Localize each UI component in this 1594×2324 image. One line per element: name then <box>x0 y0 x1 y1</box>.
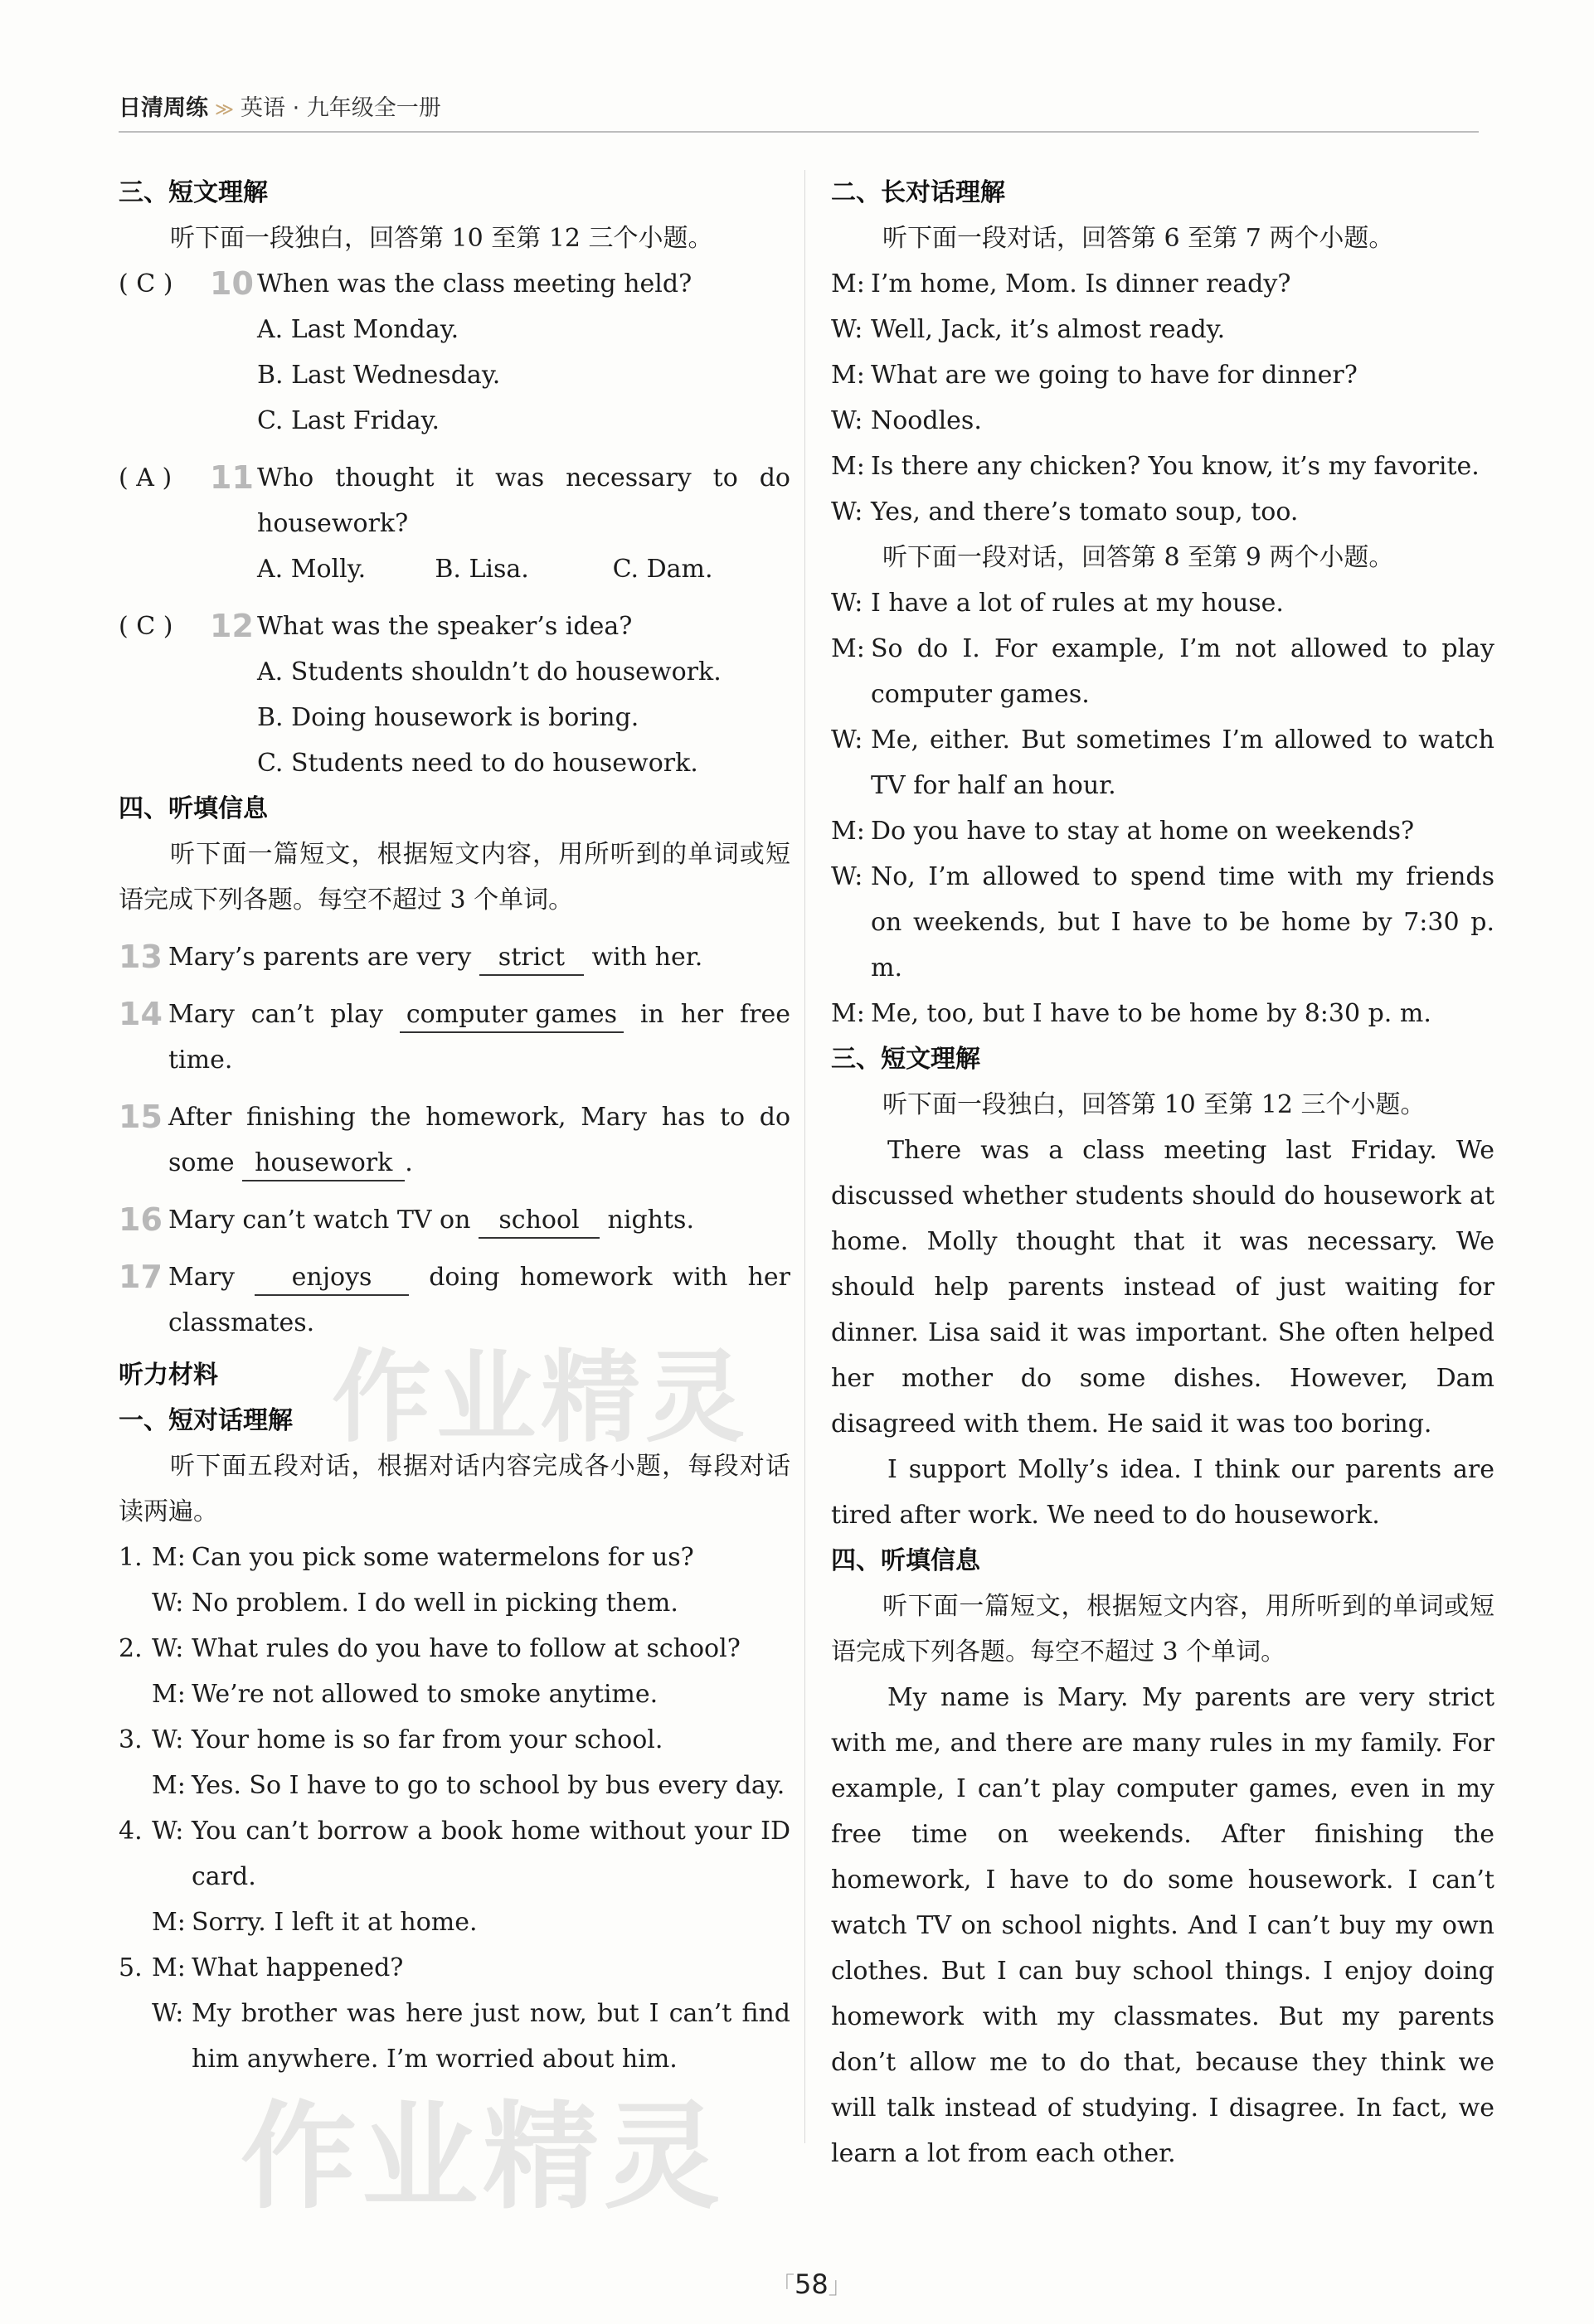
dialog-line: What happened? <box>192 1953 404 1982</box>
fill-question-14 <box>119 992 790 1083</box>
speaker: W: <box>831 862 863 891</box>
speaker: M: <box>152 1953 186 1982</box>
question-text: When was the class meeting held? <box>257 269 693 298</box>
option: A. Molly. <box>257 555 367 584</box>
section-instruction: 听下面一段对话，回答第 6 至第 7 两个小题。 <box>882 224 1394 253</box>
section-instruction: 听下面一段独白，回答第 10 至第 12 三个小题。 <box>882 1090 1426 1119</box>
speaker: W: <box>831 406 863 435</box>
column-divider <box>804 170 805 2143</box>
option: B. Last Wednesday. <box>257 361 501 390</box>
book-subtitle: 英语 · 九年级全一册 <box>241 95 441 121</box>
option: A. Last Monday. <box>257 315 459 344</box>
fill-text-after: . <box>405 1148 413 1177</box>
section-instruction: 听下面一段独白，回答第 10 至第 12 三个小题。 <box>170 224 713 253</box>
fill-question-16 <box>119 1197 790 1243</box>
dialog-line: Me, either. But sometimes I’m allowed to watch TV for half an hour. <box>871 725 1494 800</box>
dialog-line: I have a lot of rules at my house. <box>871 589 1284 618</box>
fill-answer: strict <box>479 941 584 976</box>
watermark: 作业精灵 <box>241 2090 726 2225</box>
speaker: M: <box>831 999 865 1028</box>
option: C. Students need to do housework. <box>257 749 698 778</box>
answer-mark: ( C ) <box>119 612 173 641</box>
long-dialog-2 <box>831 580 1494 1036</box>
speaker: W: <box>831 497 863 526</box>
fill-answer: computer games <box>400 998 624 1033</box>
monologue-paragraph: There was a class meeting last Friday. We discussed whether students should do housework at home. Molly thought that it was necessary. We should help parents instead of just waiting for dinner. Lisa said it was important. She often helped her mother do some dishes. However, Dam disagreed with them. He said it was too boring. <box>831 1136 1494 1439</box>
fill-question-13 <box>119 934 790 980</box>
long-dialog-1 <box>831 261 1494 535</box>
speaker: W: <box>152 1817 184 1846</box>
section-instruction: 听下面一段对话，回答第 8 至第 9 两个小题。 <box>882 543 1394 572</box>
passage-paragraph: My name is Mary. My parents are very strict with me, and there are many rules in my family. For example, I can’t play computer games, even in my free time on weekends. After finishing the homework, I have to do some housework. I can’t watch TV on school nights. And I can’t buy my own clothes. But I can buy school things. I enjoy doing homework with my classmates. But my parents don’t allow me to do that, because they think we will talk instead of studying. I disagree. In fact, we learn a lot from each other. <box>831 1683 1494 2168</box>
fill-text-before: Mary can’t play <box>168 1000 383 1029</box>
section-title: 三、短文理解 <box>119 178 268 207</box>
dialog-line: No, I’m allowed to spend time with my friends on weekends, but I have to be home by 7:30 p. m. <box>871 862 1494 982</box>
answer-mark: ( C ) <box>119 269 173 298</box>
question-number: 17 <box>119 1259 163 1295</box>
dialog-line: What are we going to have for dinner? <box>871 361 1358 390</box>
option: B. Lisa. <box>435 555 529 584</box>
question-number: 10 <box>210 265 254 302</box>
dialog-line: No problem. I do well in picking them. <box>192 1589 678 1618</box>
fill-text-after: in her free time. <box>168 1000 790 1075</box>
speaker: W: <box>831 589 863 618</box>
fill-answer: enjoys <box>255 1261 409 1296</box>
page-header <box>119 90 441 122</box>
fill-answer: housework <box>242 1147 405 1181</box>
page-number-value: 58 <box>795 2268 829 2300</box>
dialog-number: 3. <box>119 1725 143 1754</box>
fill-answer: school <box>479 1204 600 1239</box>
dialog-4 <box>119 1808 790 1945</box>
question-11 <box>119 455 790 592</box>
fill-text-after: doing homework with her classmates. <box>168 1263 790 1337</box>
page-bracket-open: 「 <box>771 2272 795 2299</box>
dialog-line: So do I. For example, I’m not allowed to play computer games. <box>871 634 1494 709</box>
dialog-line: Yes, and there’s tomato soup, too. <box>871 497 1299 526</box>
dialog-3 <box>119 1717 790 1808</box>
left-column <box>119 170 790 2082</box>
fill-text-before: Mary can’t watch TV on <box>168 1206 471 1235</box>
question-number: 15 <box>119 1099 163 1135</box>
dialog-line: You can’t borrow a book home without your ID card. <box>192 1817 790 1891</box>
watermark: 作业精灵 <box>332 1341 750 1456</box>
dialog-line: Well, Jack, it’s almost ready. <box>871 315 1226 344</box>
speaker: M: <box>152 1543 186 1572</box>
dialog-number: 4. <box>119 1817 143 1846</box>
page-number <box>771 2268 852 2301</box>
section-instruction: 听下面一篇短文，根据短文内容，用所听到的单词或短语完成下列各题。每空不超过 3 个单词。 <box>831 1592 1494 1667</box>
speaker: M: <box>831 361 865 390</box>
answer-mark: ( A ) <box>119 463 173 492</box>
speaker: M: <box>831 452 865 481</box>
section-instruction: 听下面五段对话，根据对话内容完成各小题，每段对话读两遍。 <box>119 1452 790 1526</box>
speaker: M: <box>831 634 865 663</box>
question-number: 14 <box>119 996 163 1032</box>
section-title: 四、听填信息 <box>119 794 268 823</box>
dialog-line: What rules do you have to follow at school? <box>192 1634 741 1663</box>
speaker: M: <box>831 817 865 846</box>
fill-text-before: Mary <box>168 1263 235 1292</box>
fill-text-before: Mary’s parents are very <box>168 943 472 972</box>
option: C. Last Friday. <box>257 406 440 435</box>
speaker: M: <box>831 269 865 298</box>
dialog-number: 2. <box>119 1634 143 1663</box>
page-bracket-close: 」 <box>828 2272 852 2299</box>
option: A. Students shouldn’t do housework. <box>257 657 722 687</box>
speaker: W: <box>152 1634 184 1663</box>
dialog-1 <box>119 1535 790 1626</box>
dialog-line: I’m home, Mom. Is dinner ready? <box>871 269 1291 298</box>
speaker: M: <box>152 1908 186 1937</box>
fill-question-15 <box>119 1094 790 1186</box>
question-number: 13 <box>119 939 163 975</box>
right-column <box>831 170 1494 2176</box>
book-brand: 日清周练 <box>119 95 208 121</box>
section-instruction: 听下面一篇短文，根据短文内容，用所听到的单词或短语完成下列各题。每空不超过 3 个单词。 <box>119 840 790 915</box>
option: B. Doing housework is boring. <box>257 703 639 732</box>
dialog-line: Do you have to stay at home on weekends? <box>871 817 1415 846</box>
section-title: 二、长对话理解 <box>831 178 1005 207</box>
section-title: 一、短对话理解 <box>119 1406 293 1435</box>
section-title: 四、听填信息 <box>831 1546 980 1575</box>
question-number: 11 <box>210 459 254 496</box>
dialog-line: Is there any chicken? You know, it’s my favorite. <box>871 452 1480 481</box>
dialog-line: We’re not allowed to smoke anytime. <box>192 1680 658 1709</box>
speaker: W: <box>831 725 863 754</box>
dialog-line: Sorry. I left it at home. <box>192 1908 478 1937</box>
speaker: W: <box>831 315 863 344</box>
speaker: M: <box>152 1771 186 1800</box>
question-text: What was the speaker’s idea? <box>257 612 633 641</box>
dialog-line: Can you pick some watermelons for us? <box>192 1543 694 1572</box>
fill-text-before: After finishing the homework, Mary has to do some <box>168 1103 790 1177</box>
speaker: M: <box>152 1680 186 1709</box>
question-10 <box>119 261 790 444</box>
dialog-line: My brother was here just now, but I can’t find him anywhere. I’m worried about him. <box>192 1999 790 2074</box>
question-12 <box>119 604 790 786</box>
dialog-5 <box>119 1945 790 2082</box>
dialog-number: 1. <box>119 1543 143 1572</box>
question-text: Who thought it was necessary to do housework? <box>257 463 790 538</box>
option: C. Dam. <box>612 555 713 584</box>
dialog-number: 5. <box>119 1953 143 1982</box>
speaker: W: <box>152 1725 184 1754</box>
double-arrow-icon: ≫ <box>215 99 235 120</box>
dialog-line: Me, too, but I have to be home by 8:30 p. m. <box>871 999 1431 1028</box>
question-number: 12 <box>210 608 254 644</box>
question-number: 16 <box>119 1201 163 1238</box>
section-title: 三、短文理解 <box>831 1045 980 1074</box>
dialog-2 <box>119 1626 790 1717</box>
speaker: W: <box>152 1589 184 1618</box>
monologue-paragraph: I support Molly’s idea. I think our parents are tired after work. We need to do housework. <box>831 1455 1494 1530</box>
speaker: W: <box>152 1999 184 2028</box>
header-divider <box>119 131 1479 133</box>
fill-text-after: with her. <box>591 943 703 972</box>
dialog-line: Noodles. <box>871 406 982 435</box>
dialog-line: Your home is so far from your school. <box>192 1725 663 1754</box>
fill-text-after: nights. <box>607 1206 694 1235</box>
material-title: 听力材料 <box>119 1361 218 1390</box>
dialog-line: Yes. So I have to go to school by bus every day. <box>192 1771 785 1800</box>
